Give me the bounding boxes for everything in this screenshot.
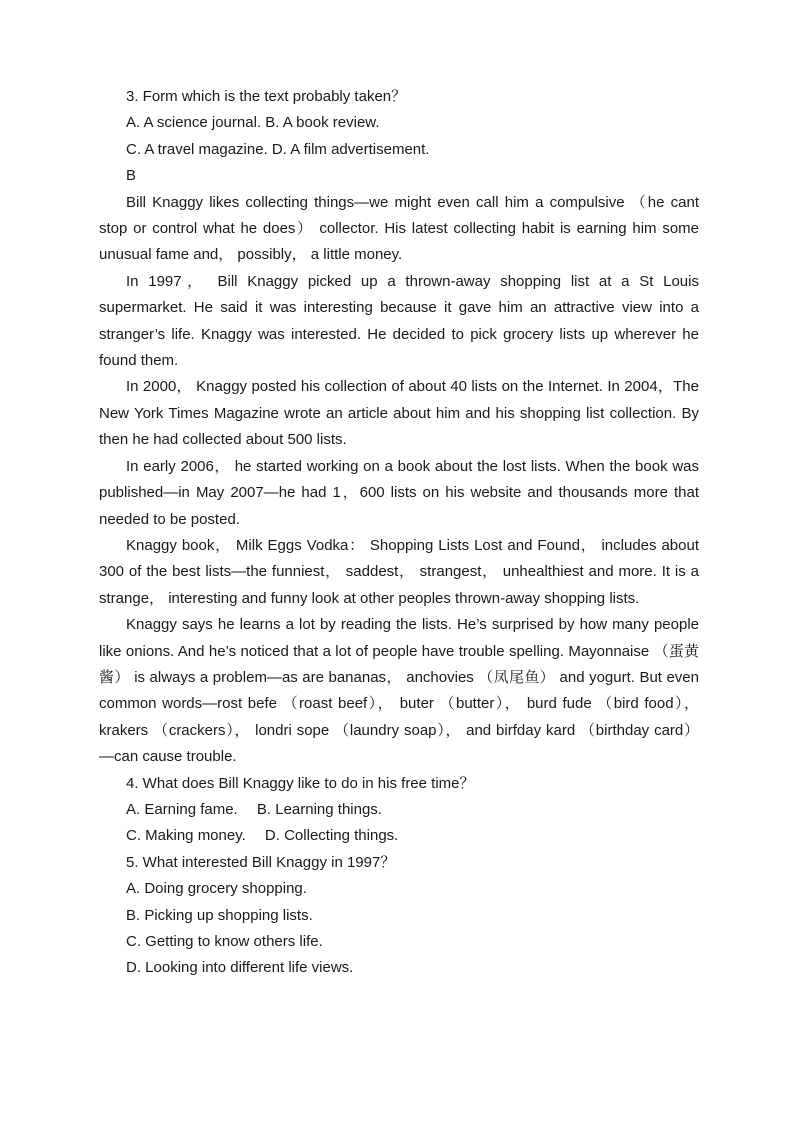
- question-3-options-ab: A. A science journal. B. A book review.: [126, 114, 380, 132]
- question-5-option-c: C. Getting to know others life.: [126, 933, 323, 950]
- passage-paragraph-6: Knaggy says he learns a lot by reading the lists. He’s surprised by how many people like onions. And he’s noticed that a lot of people have trouble spelling. Mayonnaise （蛋黄酱） is always a problem—as are bananas， anchovies （凤尾鱼） and yogurt. But even common words—rost befe （roast beef）， buter （butter）， burd fude （bird food）， krakers （crackers）， londri sope （laundry soap）， and birfday kard （birthday card）—can cause trouble.: [99, 616, 699, 766]
- section-label: B: [126, 167, 137, 185]
- question-5-option-b: B. Picking up shopping lists.: [126, 906, 313, 924]
- passage-paragraph-4: In early 2006， he started working on a book about the lost lists. When the book was published—in May 2007—he had 1，600 lists on his website and thousands more that needed to be posted.: [99, 457, 699, 528]
- passage-paragraph-2: In 1997， Bill Knaggy picked up a thrown-away shopping list at a St Louis supermarket. He said it was interesting because it gave him an attractive view into a stranger’s life. Knaggy was interested. He decided to pick grocery lists up wherever he found them.: [99, 272, 699, 370]
- question-5-option-a: A. Doing grocery shopping.: [126, 880, 307, 898]
- passage-paragraph-1: Bill Knaggy likes collecting things—we might even call him a compulsive （he cant stop or control what he does） collector. His latest collecting habit is earning him some unusual fame and， possibly， a little money.: [99, 193, 699, 264]
- question-3-options-cd: C. A travel magazine. D. A film advertisement.: [126, 140, 430, 158]
- question-5: 5. What interested Bill Knaggy in 1997？: [126, 853, 396, 871]
- document-body: [99, 84, 699, 982]
- passage-paragraph-5: Knaggy book， Milk Eggs Vodka： Shopping Lists Lost and Found， includes about 300 of the best lists—the funniest， saddest， strangest， unhealthiest and more. It is a strange， interesting and funny look at other peoples thrown-away shopping lists.: [99, 536, 699, 607]
- question-4: 4. What does Bill Knaggy like to do in his free time？: [126, 774, 475, 792]
- question-4-options-ab: A. Earning fame. B. Learning things.: [126, 800, 382, 818]
- question-3: 3. Form which is the text probably taken？: [126, 88, 407, 105]
- passage-paragraph-3: In 2000， Knaggy posted his collection of about 40 lists on the Internet. In 2004，The New York Times Magazine wrote an article about him and his shopping list collection. By then he had collected about 500 lists.: [99, 378, 699, 449]
- question-4-options-cd: C. Making money. D. Collecting things.: [126, 827, 399, 845]
- question-5-option-d: D. Looking into different life views.: [126, 959, 354, 977]
